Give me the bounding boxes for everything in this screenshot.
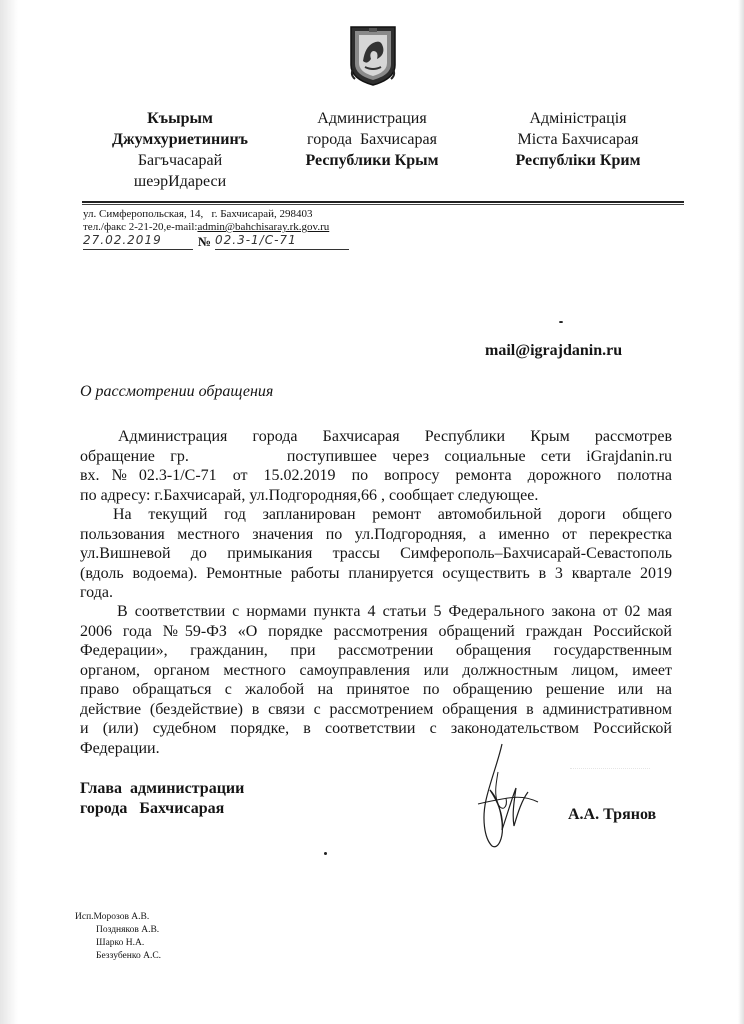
scan-edge-shadow-right xyxy=(738,0,744,1024)
executor-item: Исп.Морозов А.В. xyxy=(75,912,150,922)
executor-item: Шарко Н.А. xyxy=(96,938,145,948)
header-divider-thin xyxy=(82,204,684,205)
registration-line xyxy=(83,233,351,251)
paragraph-2 xyxy=(80,505,672,603)
paragraph-3-line: Федерации», гражданин, при рассмотрении обращения государственным xyxy=(80,642,672,659)
paragraph-1 xyxy=(80,427,672,505)
executors-list xyxy=(75,911,161,963)
paragraph-1-line-3: вх.№02.3-1/С-71 от 15.02.2019 по вопросу ремонта дорожного полотна xyxy=(80,467,672,484)
paragraph-2-line: года. xyxy=(80,584,113,601)
paragraph-1-line-2-start: обращение гр. xyxy=(80,447,189,465)
header-uk-line-1: Адміністрація xyxy=(529,110,627,127)
header-crh-line-3: Багъчасарай xyxy=(137,152,223,169)
paragraph-1-line-4: по адресу: г.Бахчисарай, ул.Подгородняя,66 , сообщает следующее. xyxy=(80,486,539,504)
signatory-title xyxy=(80,779,244,819)
registration-date: 27.02.2019 xyxy=(83,233,193,250)
scan-edge-shadow-left xyxy=(0,0,18,1024)
paragraph-3-line: Федерации. xyxy=(80,739,160,757)
header-ru-line-3: Республики Крым xyxy=(305,152,439,169)
admin-email-link[interactable]: admin@bahchisaray.rk.gov.ru xyxy=(197,221,330,233)
scan-speck xyxy=(559,321,563,323)
executor-item: Беззубенко А.С. xyxy=(96,951,162,961)
faint-stamp-trace xyxy=(570,768,650,779)
paragraph-2-line: На текущий год запланирован ремонт автомобильной дороги общего xyxy=(113,506,672,523)
scan-speck xyxy=(324,852,327,855)
registration-number: 02.3-1/С-71 xyxy=(215,233,349,250)
header-crimean-tatar xyxy=(80,108,280,192)
signatory-title-line-1: Глава администрации xyxy=(80,780,245,797)
paragraph-3-line: право обращаться с жалобой на принятое по обращению решение или на xyxy=(80,681,672,698)
paragraph-3-line: органом, органом местного самоуправления или должностным лицом, имеет xyxy=(80,661,672,679)
paragraph-1-line-2-end: поступившее через социальные сети iGrajdanin.ru xyxy=(286,447,672,465)
letter-subject: О рассмотрении обращения xyxy=(80,383,274,400)
header-uk-line-2: Міста Бахчисарая xyxy=(517,131,639,148)
signatory-title-line-2: города Бахчисарая xyxy=(80,800,225,817)
header-russian xyxy=(282,108,462,171)
header-crh-line-4: шеэрИдареси xyxy=(133,173,227,190)
number-sign: № xyxy=(198,234,212,249)
paragraph-1-line-2 xyxy=(80,447,672,467)
header-crh-line-1: Къырым xyxy=(147,110,213,127)
executor-item: Поздняков А.В. xyxy=(96,925,160,935)
paragraph-2-line: ул.Вишневой до примыкания трассы Симферополь–Бахчисарай-Севастополь xyxy=(80,545,672,562)
paragraph-3-line: В соответствии с нормами пункта 4 статьи 5 Федерального закона от 02 мая xyxy=(117,603,672,620)
header-ru-line-2: города Бахчисарая xyxy=(307,131,437,148)
paragraph-1-line-1: Администрация города Бахчисарая Республики Крым рассмотрев xyxy=(118,428,672,445)
paragraph-3-line: действие (бездействие) в связи с рассмотрением обращения в административном xyxy=(80,700,672,718)
header-divider xyxy=(82,201,684,203)
header-uk-line-3: Республіки Крим xyxy=(515,152,641,169)
paragraph-2-line: пользования местного значения по ул.Подгородняя, а именно от перекрестка xyxy=(80,525,672,543)
paragraph-3-line: 2006 года №59-ФЗ «О порядке рассмотрения обращений граждан Российской xyxy=(80,622,672,640)
paragraph-3-line: и (или) судебном порядке, в соответствии с законодательством Российской xyxy=(80,720,672,737)
header-crh-line-2: Джумхуриетининъ xyxy=(112,131,248,148)
header-ru-line-1: Администрация xyxy=(317,110,427,127)
paragraph-3 xyxy=(80,602,672,758)
paragraph-2-line: (вдоль водоема). Ремонтные работы планируется осуществить в 3 квартале 2019 xyxy=(80,564,672,582)
address-line: ул. Симферопольская, 14, г. Бахчисарай, 298403 xyxy=(83,208,313,220)
phone-fax: тел./факс 2-21-20,e-mail: xyxy=(83,221,198,233)
signatory-name: А.А. Трянов xyxy=(568,806,657,823)
coat-of-arms-emblem xyxy=(349,25,397,87)
recipient-email[interactable]: mail@igrajdanin.ru xyxy=(485,342,623,359)
header-ukrainian xyxy=(478,108,678,171)
handwritten-signature-icon xyxy=(468,742,548,850)
